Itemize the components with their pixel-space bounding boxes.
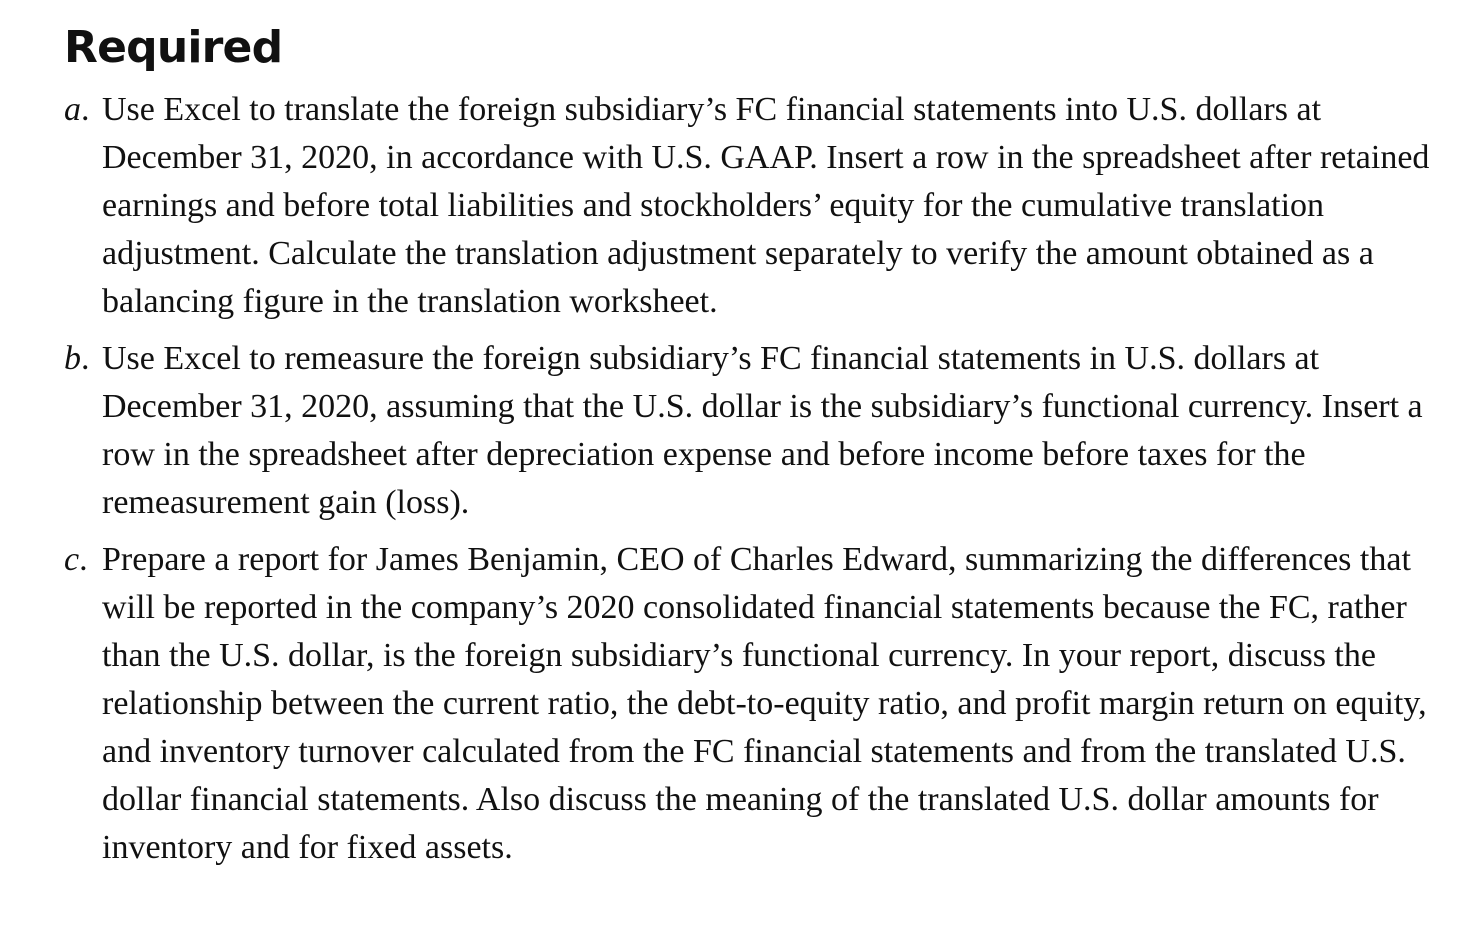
requirement-item-a bbox=[0, 86, 1454, 326]
requirement-letter-b: b. bbox=[64, 340, 90, 377]
requirement-item-c bbox=[0, 536, 1454, 872]
requirement-letter-c: c. bbox=[64, 541, 88, 578]
requirement-text-b: Use Excel to remeasure the foreign subsidiary’s FC financial statements in U.S. dollars at December 31, 2020, assuming that the U.S. dollar is the subsidiary’s functional currency. Insert a row in the spreadsheet after depreciation expense and before income before taxes for the remeasurement gain (loss). bbox=[102, 340, 1423, 521]
section-heading: Required bbox=[64, 22, 283, 73]
requirement-text-c: Prepare a report for James Benjamin, CEO of Charles Edward, summarizing the differences that will be reported in the company’s 2020 consolidated financial statements because the FC, rather than the U.S. dollar, is the foreign subsidiary’s functional currency. In your report, discuss the relationship between the current ratio, the debt-to-equity ratio, and profit margin return on equity, and inventory turnover calculated from the FC financial statements and from the translated U.S. dollar financial statements. Also discuss the meaning of the translated U.S. dollar amounts for inventory and for fixed assets. bbox=[102, 541, 1427, 866]
requirement-text-a: Use Excel to translate the foreign subsidiary’s FC financial statements into U.S. dollars at December 31, 2020, in accordance with U.S. GAAP. Insert a row in the spreadsheet after retained earnings and before total liabilities and stockholders’ equity for the cumulative translation adjustment. Calculate the translation adjustment separately to verify the amount obtained as a balancing figure in the translation worksheet. bbox=[102, 91, 1430, 320]
requirement-item-b bbox=[0, 335, 1454, 527]
requirements-list bbox=[0, 86, 1474, 872]
requirement-letter-a: a. bbox=[64, 91, 90, 128]
